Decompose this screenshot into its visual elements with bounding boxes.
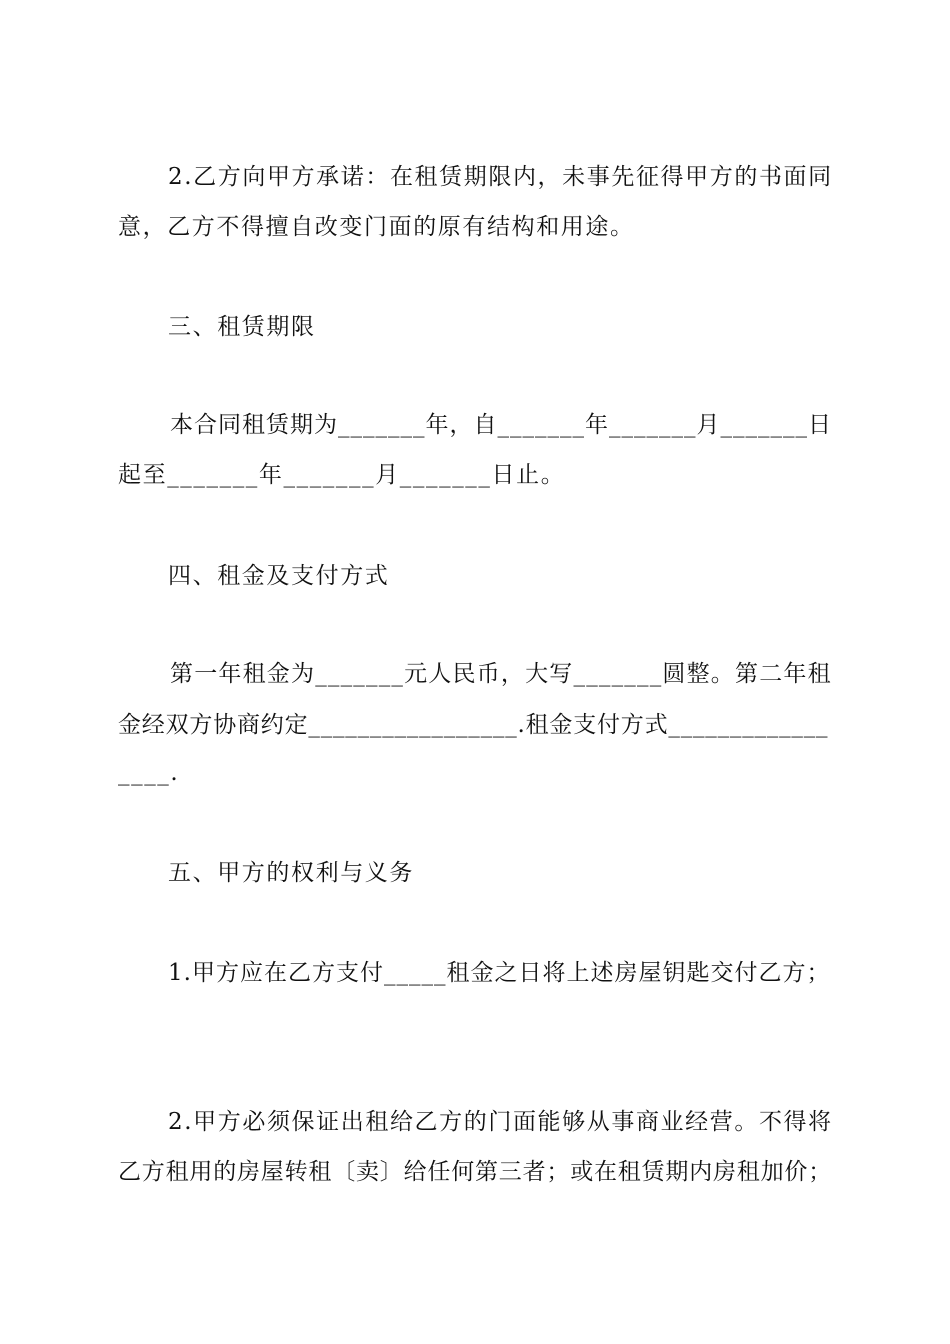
lessor-clause-2-line-2: 乙方租用的房屋转租〔卖〕给任何第三者；或在租赁期内房租加价； bbox=[118, 1159, 832, 1185]
clause-2-promise-line-2: 意，乙方不得擅自改变门面的原有结构和用途。 bbox=[118, 214, 635, 240]
lease-term-line-1: 本合同租赁期为_______年，自_______年_______月_______日 bbox=[170, 412, 832, 438]
section-heading-rent-payment: 四、租金及支付方式 bbox=[168, 563, 390, 589]
rent-line-3: ____. bbox=[118, 760, 180, 786]
lessor-clause-1: 1.甲方应在乙方支付_____租金之日将上述房屋钥匙交付乙方； bbox=[168, 960, 831, 986]
clause-2-promise-line-1: 2.乙方向甲方承诺：在租赁期限内，未事先征得甲方的书面同 bbox=[168, 164, 833, 190]
section-heading-lessor-rights: 五、甲方的权利与义务 bbox=[168, 860, 414, 886]
rent-line-2: 金经双方协商约定_________________.租金支付方式_____________ bbox=[118, 712, 829, 738]
rent-line-1: 第一年租金为_______元人民币，大写_______圆整。第二年租 bbox=[170, 661, 832, 687]
lessor-clause-2-line-1: 2.甲方必须保证出租给乙方的门面能够从事商业经营。不得将 bbox=[168, 1109, 833, 1135]
lease-term-line-2: 起至_______年_______月_______日止。 bbox=[118, 462, 566, 488]
section-heading-lease-term: 三、租赁期限 bbox=[168, 314, 316, 340]
